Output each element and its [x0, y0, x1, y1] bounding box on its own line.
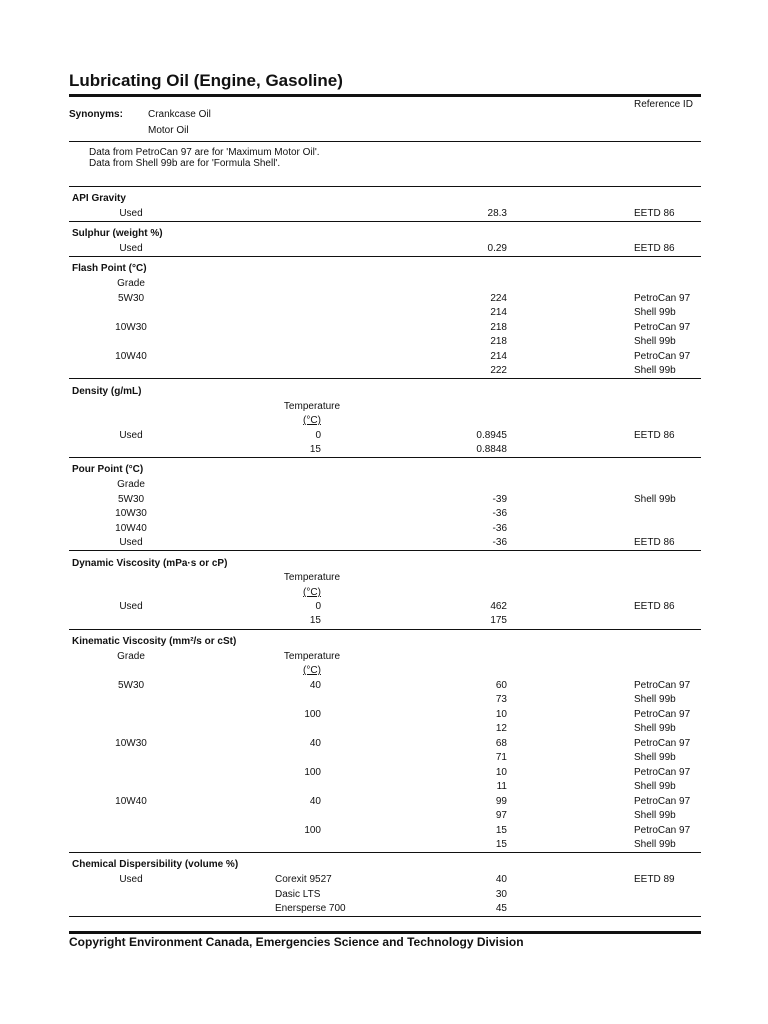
row-value: 73: [495, 694, 507, 705]
row-value: -36: [492, 508, 507, 519]
note-line: Data from PetroCan 97 are for 'Maximum Motor Oil'.: [89, 147, 320, 158]
row-label: Used: [119, 601, 143, 612]
row-value: -39: [492, 494, 507, 505]
row-reference: Shell 99b: [634, 336, 676, 347]
row-reference: EETD 86: [634, 243, 675, 254]
row-reference: Shell 99b: [634, 494, 676, 505]
row-label: 10W40: [115, 796, 147, 807]
section-title-sulphur: Sulphur (weight %): [72, 228, 163, 239]
row-reference: PetroCan 97: [634, 351, 691, 362]
section-title-chemical-dispersibility: Chemical Dispersibility (volume %): [72, 859, 239, 870]
row-value: 28.3: [487, 208, 507, 219]
row-value: 222: [490, 365, 507, 376]
row-temperature: 0: [315, 430, 321, 441]
row-label: Used: [119, 208, 143, 219]
row-reference: EETD 86: [634, 430, 675, 441]
row-value: 15: [495, 825, 507, 836]
row-value: 68: [495, 738, 507, 749]
row-label: 5W30: [117, 680, 145, 691]
row-reference: PetroCan 97: [634, 767, 691, 778]
column-header-temperature-unit: (°C): [303, 415, 321, 426]
row-label: Used: [119, 243, 143, 254]
row-value: 99: [495, 796, 507, 807]
row-reference: EETD 89: [634, 874, 675, 885]
row-reference: Shell 99b: [634, 781, 676, 792]
page-title: Lubricating Oil (Engine, Gasoline): [69, 71, 343, 90]
row-value: -36: [492, 537, 507, 548]
row-reference: PetroCan 97: [634, 709, 691, 720]
row-label: Used: [119, 537, 143, 548]
section-title-pour-point: Pour Point (°C): [72, 464, 144, 475]
row-dispersant: Dasic LTS: [275, 889, 321, 900]
section-divider: [69, 186, 701, 187]
section-divider: [69, 141, 701, 142]
row-reference: EETD 86: [634, 601, 675, 612]
row-dispersant: Enersperse 700: [275, 903, 346, 914]
row-reference: PetroCan 97: [634, 680, 691, 691]
row-value: 10: [495, 709, 507, 720]
row-reference: Shell 99b: [634, 365, 676, 376]
section-divider: [69, 378, 701, 379]
row-value: 0.8848: [476, 444, 507, 455]
row-value: 45: [495, 903, 507, 914]
synonyms-label: Synonyms:: [69, 109, 123, 120]
row-value: -36: [492, 523, 507, 534]
row-value: 11: [496, 781, 507, 792]
row-reference: Shell 99b: [634, 839, 676, 850]
row-label: 10W30: [115, 508, 147, 519]
row-reference: PetroCan 97: [634, 796, 691, 807]
column-header-temperature: Temperature: [283, 651, 341, 662]
note-line: Data from Shell 99b are for 'Formula Shell'.: [89, 158, 281, 169]
row-value: 30: [495, 889, 507, 900]
row-label: 10W40: [115, 523, 147, 534]
section-divider: [69, 256, 701, 257]
row-value: 0.29: [487, 243, 507, 254]
row-value: 40: [495, 874, 507, 885]
row-value: 60: [495, 680, 507, 691]
row-value: 0.8945: [476, 430, 507, 441]
row-value: 218: [490, 322, 507, 333]
row-dispersant: Corexit 9527: [275, 874, 332, 885]
row-value: 462: [490, 601, 507, 612]
row-temperature: 40: [309, 680, 321, 691]
row-value: 97: [495, 810, 507, 821]
row-value: 71: [495, 752, 507, 763]
row-label: 10W40: [115, 351, 147, 362]
row-reference: Shell 99b: [634, 694, 676, 705]
row-reference: PetroCan 97: [634, 738, 691, 749]
section-divider: [69, 852, 701, 853]
synonym-item: Motor Oil: [148, 125, 189, 136]
row-temperature: 40: [309, 796, 321, 807]
column-header-temperature-unit: (°C): [303, 587, 321, 598]
row-label: 5W30: [117, 293, 145, 304]
row-temperature: 100: [304, 825, 321, 836]
row-reference: PetroCan 97: [634, 825, 691, 836]
section-title-flash-point: Flash Point (°C): [72, 263, 147, 274]
column-header-grade: Grade: [117, 479, 145, 490]
title-rule: [69, 94, 701, 97]
row-temperature: 100: [304, 709, 321, 720]
row-reference: Shell 99b: [634, 752, 676, 763]
row-temperature: 15: [309, 615, 321, 626]
column-header-temperature: Temperature: [283, 572, 341, 583]
column-header-grade: Grade: [117, 278, 145, 289]
section-title-dynamic-viscosity: Dynamic Viscosity (mPa·s or cP): [72, 558, 228, 569]
row-value: 214: [490, 307, 507, 318]
column-header-temperature-unit: (°C): [303, 665, 321, 676]
row-reference: Shell 99b: [634, 810, 676, 821]
section-title-kinematic-viscosity: Kinematic Viscosity (mm²/s or cSt): [72, 636, 237, 647]
row-value: 10: [495, 767, 507, 778]
row-label: 10W30: [115, 322, 147, 333]
reference-id-label: Reference ID: [634, 99, 693, 110]
section-divider: [69, 550, 701, 551]
section-divider: [69, 457, 701, 458]
synonym-item: Crankcase Oil: [148, 109, 211, 120]
section-divider: [69, 629, 701, 630]
section-title-density: Density (g/mL): [72, 386, 142, 397]
column-header-grade: Grade: [117, 651, 145, 662]
row-reference: PetroCan 97: [634, 322, 691, 333]
row-reference: EETD 86: [634, 208, 675, 219]
column-header-temperature: Temperature: [283, 401, 341, 412]
row-reference: PetroCan 97: [634, 293, 691, 304]
row-label: 5W30: [117, 494, 145, 505]
row-temperature: 0: [315, 601, 321, 612]
row-value: 12: [495, 723, 507, 734]
row-temperature: 40: [309, 738, 321, 749]
section-divider: [69, 916, 701, 917]
row-reference: Shell 99b: [634, 307, 676, 318]
row-value: 175: [490, 615, 507, 626]
row-temperature: 100: [304, 767, 321, 778]
section-title-api-gravity: API Gravity: [72, 193, 126, 204]
footer-rule: [69, 931, 701, 934]
row-value: 224: [490, 293, 507, 304]
row-temperature: 15: [309, 444, 321, 455]
copyright-footer: Copyright Environment Canada, Emergencies Science and Technology Division: [69, 935, 524, 949]
row-value: 15: [495, 839, 507, 850]
section-divider: [69, 221, 701, 222]
row-label: Used: [119, 874, 143, 885]
row-value: 214: [490, 351, 507, 362]
row-reference: EETD 86: [634, 537, 675, 548]
row-value: 218: [490, 336, 507, 347]
row-reference: Shell 99b: [634, 723, 676, 734]
row-label: Used: [119, 430, 143, 441]
row-label: 10W30: [115, 738, 147, 749]
